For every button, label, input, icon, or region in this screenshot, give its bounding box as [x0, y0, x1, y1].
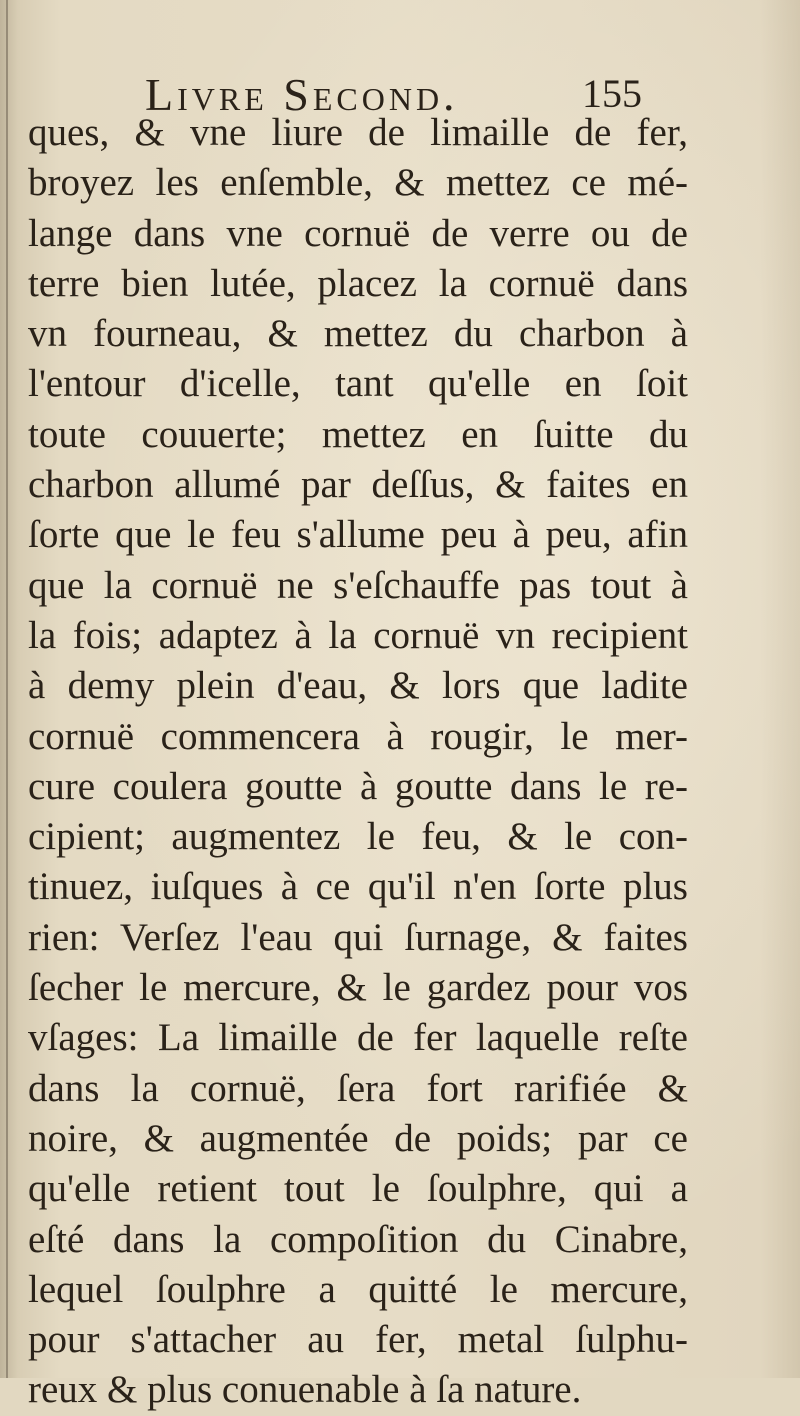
text-line: ſorte que le feu s'allume peu à peu, afin [28, 513, 688, 557]
binding-gutter [6, 0, 8, 1378]
text-line: noire, & augmentée de poids; par ce [28, 1116, 688, 1160]
text-line: cipient; augmentez le feu, & le con- [28, 815, 688, 859]
text-line: toute couuerte; mettez en ſuitte du [28, 412, 688, 456]
text-line: tinuez, iuſques à ce qu'il n'en ſorte plus [28, 865, 688, 909]
text-line: eſté dans la compoſition du Cinabre, [28, 1217, 688, 1261]
running-head: Livre Second. [145, 69, 459, 120]
text-line: ſecher le mercure, & le gardez pour vos [28, 966, 688, 1010]
text-line: charbon allumé par deſſus, & faites en [28, 463, 688, 507]
text-line: pour s'attacher au fer, metal ſulphu- [28, 1318, 688, 1362]
text-line: que la cornuë ne s'eſchauffe pas tout à [28, 563, 688, 607]
text-line: cure coulera goutte à goutte dans le re- [28, 764, 688, 808]
text-line: vn fourneau, & mettez du charbon à [28, 312, 688, 356]
text-line: à demy plein d'eau, & lors que ladite [28, 664, 688, 708]
text-line: reux & plus conuenable à ſa nature. [28, 1368, 582, 1412]
text-line: broyez les enſemble, & mettez ce mé- [28, 161, 688, 205]
text-line: ques, & vne liure de limaille de fer, [28, 111, 688, 154]
text-line: rien: Verſez l'eau qui ſurnage, & faites [28, 915, 688, 959]
text-line: cornuë commencera à rougir, le mer- [28, 714, 688, 758]
text-line: lequel ſoulphre a quitté le mercure, [28, 1267, 688, 1311]
text-line: lange dans vne cornuë de verre ou de [28, 211, 688, 255]
text-line: terre bien lutée, placez la cornuë dans [28, 261, 688, 305]
text-line: la fois; adaptez à la cornuë vn recipient [28, 613, 688, 657]
text-line: l'entour d'icelle, tant qu'elle en ſoit [28, 362, 688, 406]
text-line: dans la cornuë, ſera fort rarifiée & [28, 1066, 688, 1110]
text-line: qu'elle retient tout le ſoulphre, qui a [28, 1167, 688, 1211]
text-line: vſages: La limaille de fer laquelle reſte [28, 1016, 688, 1060]
body-text [28, 108, 688, 1416]
page-number: 155 [582, 71, 642, 116]
